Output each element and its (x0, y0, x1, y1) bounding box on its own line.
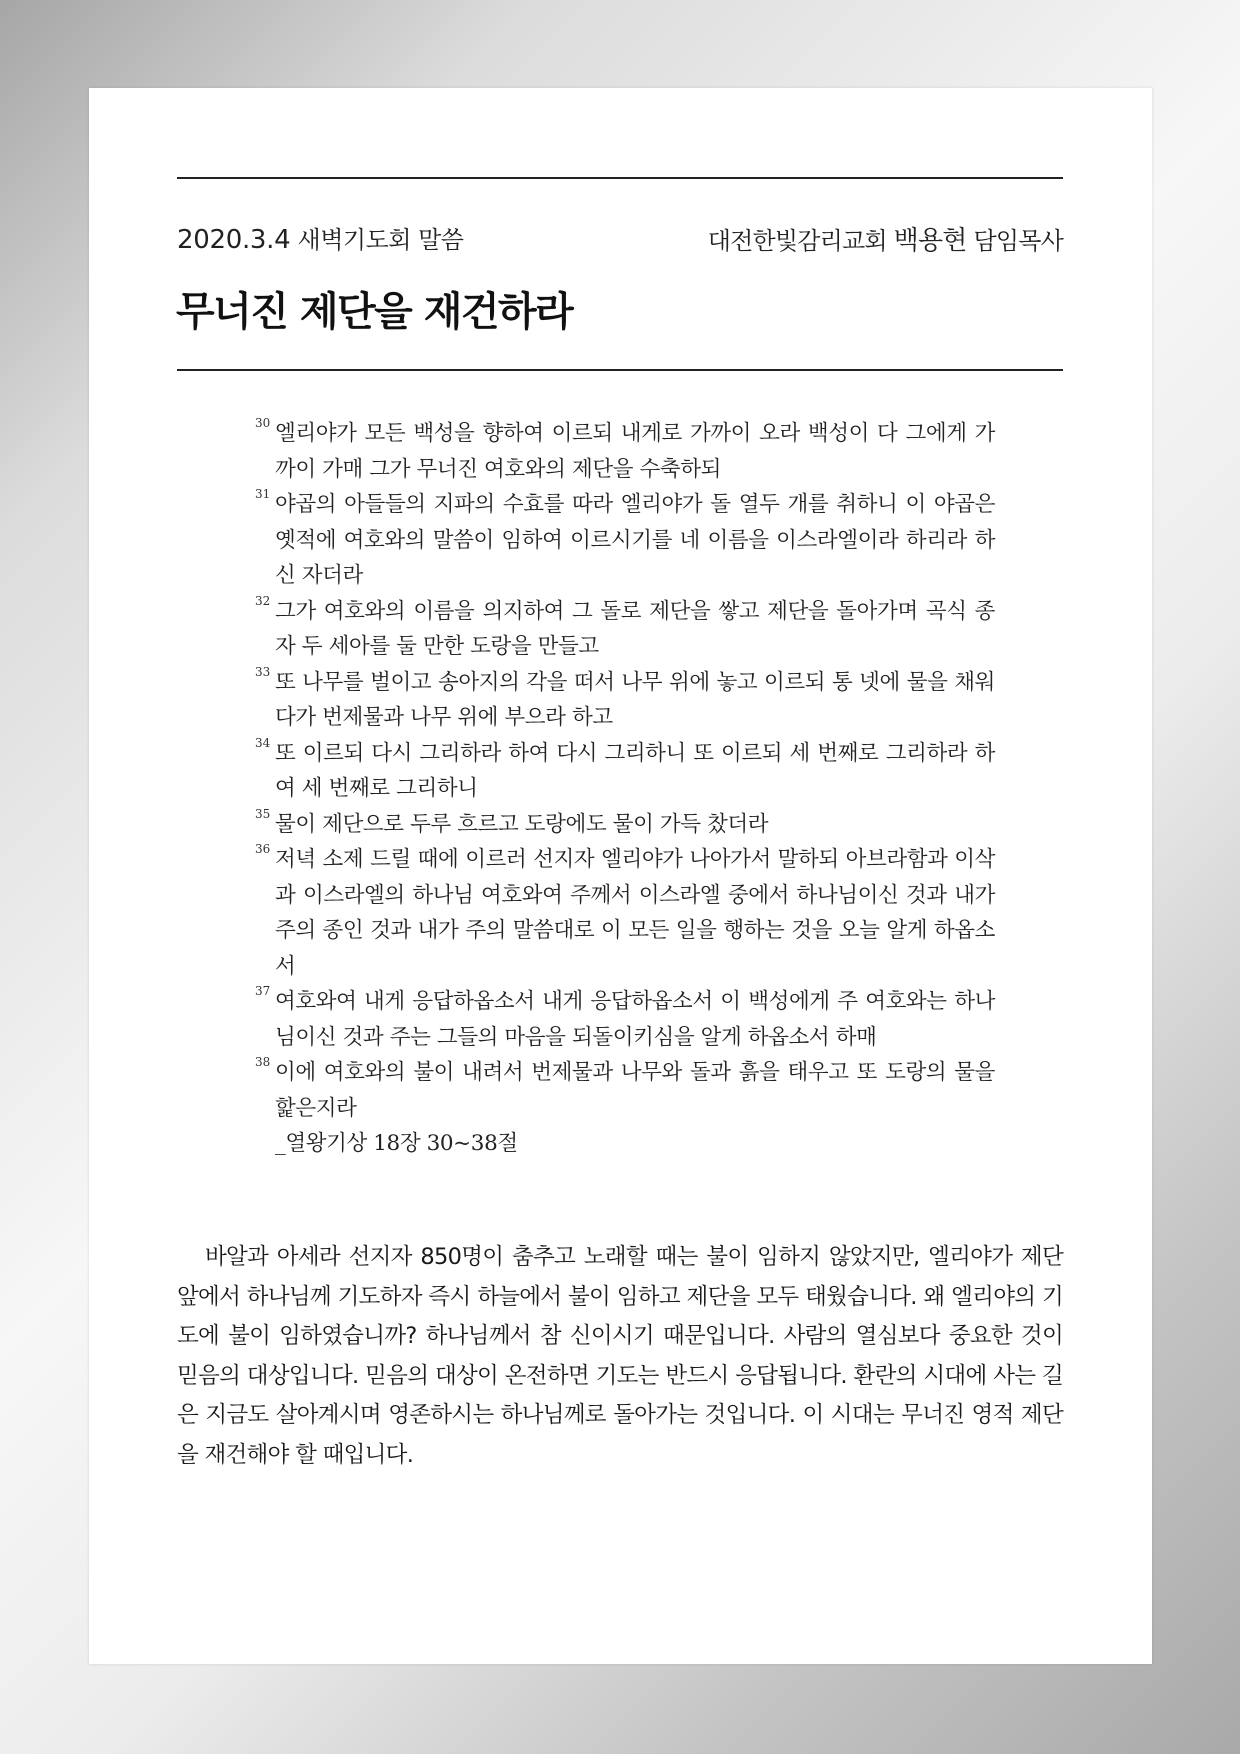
verse-text: 야곱의 아들들의 지파의 수효를 따라 엘리야가 돌 열두 개를 취하니 이 야곱은 옛적에 여호와의 말씀이 임하여 이르시기를 네 이름을 이스라엘이라 하리라 하신 자더라 (275, 492, 995, 588)
verse-number: 33 (255, 664, 271, 679)
pastor-name: 백용현 (893, 226, 967, 256)
verse (255, 1055, 995, 1126)
verse-number: 34 (255, 735, 271, 750)
verse-text: 그가 여호와의 이름을 의지하여 그 돌로 제단을 쌓고 제단을 돌아가며 곡식 종자 두 세아를 둘 만한 도랑을 만들고 (275, 598, 995, 659)
sermon-title: 무너진 제단을 재건하라 (176, 289, 573, 335)
verse-number: 37 (255, 984, 271, 998)
verse (255, 594, 995, 665)
verse-number: 31 (255, 487, 271, 501)
verse (255, 416, 995, 487)
verse-number: 32 (255, 593, 271, 608)
preacher-info (708, 220, 1063, 257)
header-bottom-rule (177, 369, 1063, 371)
header-top-rule (177, 177, 1063, 179)
service-info (177, 220, 463, 255)
verse (255, 807, 995, 843)
verse-text: 물이 제단으로 두루 흐르고 도랑에도 물이 가득 찼더라 (275, 811, 769, 837)
verse-text: 엘리야가 모든 백성을 향하여 이르되 내게로 가까이 오라 백성이 다 그에게 가까이 가매 그가 무너진 여호와의 제단을 수축하되 (275, 421, 995, 482)
verse (255, 842, 995, 984)
scripture-citation: _열왕기상 18장 30~38절 (275, 1131, 518, 1156)
verse-text: 저녁 소제 드릴 때에 이르러 선지자 엘리야가 나아가서 말하되 아브라함과 이삭과 이스라엘의 하나님 여호와여 주께서 이스라엘 중에서 하나님이신 것과 내가 주의 종인 것과 내가 주의 말씀대로 이 모든 일을 행하는 것을 오늘 알게 하옵소서 (275, 847, 995, 979)
verse (255, 984, 995, 1055)
verse (255, 665, 995, 736)
verse-number: 36 (255, 842, 271, 856)
verse-number: 35 (255, 806, 271, 821)
document-page (89, 88, 1152, 1664)
verse (255, 736, 995, 807)
service-name: 새벽기도회 말씀 (297, 226, 464, 254)
verse-number: 38 (255, 1055, 271, 1069)
church-name: 대전한빛감리교회 (707, 227, 887, 255)
pastor-title: 담임목사 (973, 227, 1063, 255)
verse-text: 또 이르되 다시 그리하라 하여 다시 그리하니 또 이르되 세 번째로 그리하라 하여 세 번째로 그리하니 (275, 740, 995, 801)
verse-number: 30 (255, 416, 271, 430)
sermon-commentary: 바알과 아세라 선지자 850명이 춤추고 노래할 때는 불이 임하지 않았지만, 엘리야가 제단 앞에서 하나님께 기도하자 즉시 하늘에서 불이 임하고 제단을 모두 태웠습니다. 왜 엘리야의 기도에 불이 임하였습니까? 하나님께서 참 신이시기 때문입니다. 사람의 열심보다 중요한 것이 믿음의 대상입니다. 믿음의 대상이 온전하면 기도는 반드시 응답됩니다. 환란의 시대에 사는 길은 지금도 살아계시며 영존하시는 하나님께로 돌아가는 것입니다. 이 시대는 무너진 영적 제단을 재건해야 할 때입니다. (177, 1244, 1063, 1468)
verse (255, 487, 995, 594)
verse-text: 이에 여호와의 불이 내려서 번제물과 나무와 돌과 흙을 태우고 또 도랑의 물을 핥은지라 (275, 1060, 995, 1121)
sermon-date: 2020.3.4 (177, 225, 291, 255)
verse-text: 여호와여 내게 응답하옵소서 내게 응답하옵소서 이 백성에게 주 여호와는 하나님이신 것과 주는 그들의 마음을 되돌이키심을 알게 하옵소서 하매 (275, 989, 995, 1050)
scripture-passage (255, 416, 995, 1162)
verse-text: 또 나무를 벌이고 송아지의 각을 떠서 나무 위에 놓고 이르되 통 넷에 물을 채워다가 번제물과 나무 위에 부으라 하고 (275, 669, 995, 730)
